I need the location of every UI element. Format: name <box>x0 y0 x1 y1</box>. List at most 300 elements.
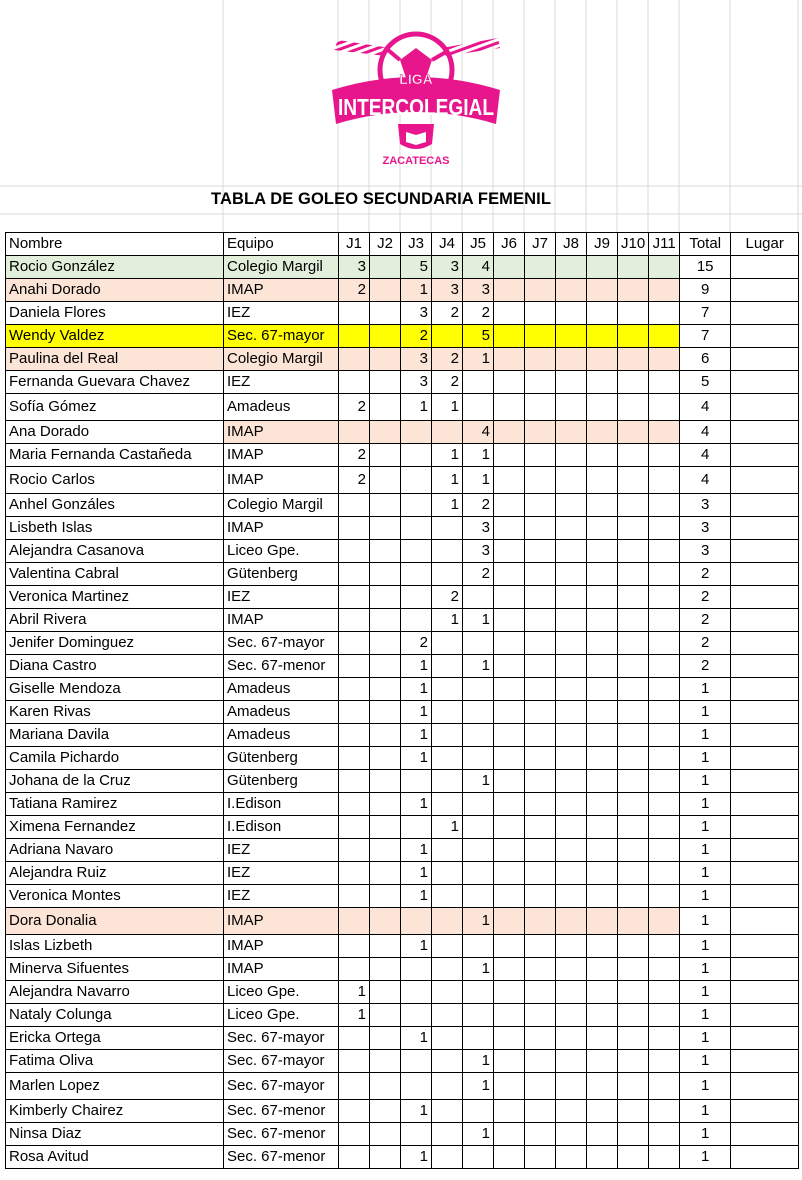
goals-j1: 2 <box>339 467 370 494</box>
goals-j9 <box>587 517 618 540</box>
team-name: Sec. 67-mayor <box>224 632 339 655</box>
goals-j4 <box>432 540 463 563</box>
goals-j2 <box>370 1146 401 1169</box>
goals-j1 <box>339 839 370 862</box>
goals-total: 3 <box>680 517 731 540</box>
goals-j11 <box>649 1073 680 1100</box>
goals-j5: 2 <box>463 494 494 517</box>
goals-j2 <box>370 563 401 586</box>
goals-j5: 3 <box>463 517 494 540</box>
goals-j5: 2 <box>463 302 494 325</box>
goals-j7 <box>525 540 556 563</box>
goals-j4 <box>432 421 463 444</box>
table-row <box>6 724 799 747</box>
goals-j6 <box>494 371 525 394</box>
goals-j11 <box>649 563 680 586</box>
player-name: Anhel Gonzáles <box>6 494 224 517</box>
goals-j3 <box>401 540 432 563</box>
goals-j2 <box>370 517 401 540</box>
goals-j1 <box>339 724 370 747</box>
team-name: Sec. 67-menor <box>224 1146 339 1169</box>
goals-j5 <box>463 1100 494 1123</box>
goals-j10 <box>618 885 649 908</box>
goals-j7 <box>525 444 556 467</box>
goals-j9 <box>587 1004 618 1027</box>
goals-j1: 2 <box>339 279 370 302</box>
goals-j2 <box>370 839 401 862</box>
goals-j10 <box>618 816 649 839</box>
player-name: Fernanda Guevara Chavez <box>6 371 224 394</box>
goals-j7 <box>525 935 556 958</box>
goals-j2 <box>370 609 401 632</box>
goals-j5: 2 <box>463 563 494 586</box>
goals-j3: 2 <box>401 632 432 655</box>
player-name: Camila Pichardo <box>6 747 224 770</box>
goals-j10 <box>618 1123 649 1146</box>
goals-j6 <box>494 862 525 885</box>
goals-j7 <box>525 1123 556 1146</box>
place-cell <box>731 517 799 540</box>
player-name: Nataly Colunga <box>6 1004 224 1027</box>
goals-j6 <box>494 793 525 816</box>
goals-j1 <box>339 563 370 586</box>
goals-j4: 1 <box>432 467 463 494</box>
goals-j5 <box>463 371 494 394</box>
place-cell <box>731 1073 799 1100</box>
goals-j6 <box>494 958 525 981</box>
goals-j8 <box>556 467 587 494</box>
goals-j5: 5 <box>463 325 494 348</box>
goals-j5 <box>463 1004 494 1027</box>
goals-j11 <box>649 517 680 540</box>
player-name: Sofía Gómez <box>6 394 224 421</box>
goals-j7 <box>525 793 556 816</box>
goals-j4: 2 <box>432 371 463 394</box>
goals-j3: 1 <box>401 279 432 302</box>
goals-j9 <box>587 302 618 325</box>
place-cell <box>731 586 799 609</box>
team-name: Sec. 67-mayor <box>224 1073 339 1100</box>
goals-j2 <box>370 747 401 770</box>
goals-j2 <box>370 1027 401 1050</box>
goals-j7 <box>525 816 556 839</box>
goals-j6 <box>494 701 525 724</box>
goals-j5 <box>463 839 494 862</box>
goals-j11 <box>649 655 680 678</box>
goals-j3: 5 <box>401 256 432 279</box>
place-cell <box>731 885 799 908</box>
goals-j7 <box>525 421 556 444</box>
player-name: Ericka Ortega <box>6 1027 224 1050</box>
goals-j8 <box>556 678 587 701</box>
player-name: Rocio González <box>6 256 224 279</box>
goals-j2 <box>370 1123 401 1146</box>
goals-j2 <box>370 724 401 747</box>
goals-j10 <box>618 1073 649 1100</box>
table-row <box>6 678 799 701</box>
goals-j11 <box>649 586 680 609</box>
player-name: Marlen Lopez <box>6 1073 224 1100</box>
place-cell <box>731 839 799 862</box>
goals-j6 <box>494 1050 525 1073</box>
goals-j5 <box>463 632 494 655</box>
goals-j11 <box>649 444 680 467</box>
goals-j3: 2 <box>401 325 432 348</box>
team-name: Sec. 67-mayor <box>224 1027 339 1050</box>
table-row <box>6 908 799 935</box>
goals-j10 <box>618 494 649 517</box>
player-name: Veronica Martinez <box>6 586 224 609</box>
team-name: Sec. 67-menor <box>224 1123 339 1146</box>
team-name: IMAP <box>224 279 339 302</box>
team-name: IEZ <box>224 371 339 394</box>
goals-j9 <box>587 609 618 632</box>
place-cell <box>731 302 799 325</box>
goals-j7 <box>525 862 556 885</box>
goals-j6 <box>494 1073 525 1100</box>
goals-j9 <box>587 816 618 839</box>
scoring-table <box>5 232 799 1169</box>
goals-j9 <box>587 494 618 517</box>
table-row <box>6 394 799 421</box>
goals-j11 <box>649 394 680 421</box>
goals-j2 <box>370 1073 401 1100</box>
table-row <box>6 517 799 540</box>
goals-j7 <box>525 517 556 540</box>
logo-text-liga: LIGA <box>399 71 433 87</box>
place-cell <box>731 862 799 885</box>
goals-j5 <box>463 793 494 816</box>
goals-j1 <box>339 494 370 517</box>
place-cell <box>731 678 799 701</box>
team-name: IEZ <box>224 302 339 325</box>
team-name: Amadeus <box>224 394 339 421</box>
goals-j5: 3 <box>463 540 494 563</box>
goals-j11 <box>649 1100 680 1123</box>
league-logo <box>328 20 504 170</box>
goals-j11 <box>649 609 680 632</box>
goals-j1 <box>339 1100 370 1123</box>
place-cell <box>731 816 799 839</box>
goals-total: 1 <box>680 1004 731 1027</box>
team-name: Amadeus <box>224 724 339 747</box>
place-cell <box>731 348 799 371</box>
goals-j1 <box>339 302 370 325</box>
goals-j10 <box>618 958 649 981</box>
team-name: IMAP <box>224 467 339 494</box>
goals-j3 <box>401 609 432 632</box>
goals-j5 <box>463 747 494 770</box>
player-name: Daniela Flores <box>6 302 224 325</box>
team-name: Colegio Margil <box>224 348 339 371</box>
goals-j10 <box>618 609 649 632</box>
column-header: Nombre <box>6 233 224 256</box>
column-header: J6 <box>494 233 525 256</box>
goals-j3: 1 <box>401 724 432 747</box>
goals-j8 <box>556 348 587 371</box>
table-row <box>6 1100 799 1123</box>
table-row <box>6 816 799 839</box>
goals-j4 <box>432 1004 463 1027</box>
goals-j6 <box>494 348 525 371</box>
column-header: J1 <box>339 233 370 256</box>
goals-j4 <box>432 724 463 747</box>
table-row <box>6 494 799 517</box>
goals-j8 <box>556 586 587 609</box>
goals-j3: 1 <box>401 1146 432 1169</box>
goals-j2 <box>370 256 401 279</box>
goals-j4 <box>432 632 463 655</box>
goals-j3: 1 <box>401 394 432 421</box>
goals-total: 5 <box>680 371 731 394</box>
table-row <box>6 279 799 302</box>
goals-j9 <box>587 256 618 279</box>
goals-j3: 1 <box>401 935 432 958</box>
goals-j7 <box>525 494 556 517</box>
goals-j7 <box>525 701 556 724</box>
place-cell <box>731 1027 799 1050</box>
player-name: Lisbeth Islas <box>6 517 224 540</box>
table-row <box>6 1123 799 1146</box>
player-name: Giselle Mendoza <box>6 678 224 701</box>
goals-j10 <box>618 1027 649 1050</box>
table-row <box>6 348 799 371</box>
logo-text-intercolegial: INTERCOLEGIAL <box>338 94 494 120</box>
goals-j10 <box>618 678 649 701</box>
goals-j11 <box>649 302 680 325</box>
goals-j11 <box>649 1123 680 1146</box>
table-row <box>6 793 799 816</box>
goals-j4: 2 <box>432 586 463 609</box>
goals-j6 <box>494 1004 525 1027</box>
goals-j5 <box>463 586 494 609</box>
goals-j2 <box>370 302 401 325</box>
player-name: Mariana Davila <box>6 724 224 747</box>
goals-j5 <box>463 1146 494 1169</box>
goals-total: 3 <box>680 540 731 563</box>
goals-j2 <box>370 958 401 981</box>
goals-j5 <box>463 701 494 724</box>
goals-total: 2 <box>680 655 731 678</box>
team-name: Liceo Gpe. <box>224 540 339 563</box>
player-name: Jenifer Dominguez <box>6 632 224 655</box>
goals-j4 <box>432 1027 463 1050</box>
place-cell <box>731 444 799 467</box>
place-cell <box>731 494 799 517</box>
goals-j11 <box>649 421 680 444</box>
page-title: TABLA DE GOLEO SECUNDARIA FEMENIL <box>210 190 552 208</box>
player-name: Anahi Dorado <box>6 279 224 302</box>
goals-j8 <box>556 371 587 394</box>
goals-j8 <box>556 793 587 816</box>
goals-j9 <box>587 586 618 609</box>
place-cell <box>731 908 799 935</box>
player-name: Adriana Navaro <box>6 839 224 862</box>
goals-j10 <box>618 1050 649 1073</box>
goals-j10 <box>618 256 649 279</box>
player-name: Abril Rivera <box>6 609 224 632</box>
goals-j9 <box>587 563 618 586</box>
player-name: Alejandra Ruiz <box>6 862 224 885</box>
goals-j7 <box>525 1073 556 1100</box>
team-name: Liceo Gpe. <box>224 1004 339 1027</box>
table-row <box>6 609 799 632</box>
place-cell <box>731 540 799 563</box>
team-name: IEZ <box>224 586 339 609</box>
goals-j7 <box>525 394 556 421</box>
table-row <box>6 1073 799 1100</box>
column-header: J5 <box>463 233 494 256</box>
goals-j1 <box>339 816 370 839</box>
goals-j9 <box>587 467 618 494</box>
goals-j2 <box>370 862 401 885</box>
goals-j10 <box>618 724 649 747</box>
table-row <box>6 540 799 563</box>
goals-j2 <box>370 655 401 678</box>
goals-j6 <box>494 724 525 747</box>
goals-j3 <box>401 1050 432 1073</box>
place-cell <box>731 958 799 981</box>
goals-j11 <box>649 908 680 935</box>
goals-total: 1 <box>680 770 731 793</box>
player-name: Minerva Sifuentes <box>6 958 224 981</box>
team-name: Sec. 67-menor <box>224 655 339 678</box>
table-row <box>6 1050 799 1073</box>
goals-j7 <box>525 1004 556 1027</box>
goals-j3: 1 <box>401 678 432 701</box>
goals-j3 <box>401 1123 432 1146</box>
goals-j10 <box>618 421 649 444</box>
place-cell <box>731 563 799 586</box>
goals-j1 <box>339 958 370 981</box>
goals-j8 <box>556 540 587 563</box>
goals-j7 <box>525 724 556 747</box>
goals-j11 <box>649 1050 680 1073</box>
goals-j8 <box>556 325 587 348</box>
goals-total: 1 <box>680 724 731 747</box>
place-cell <box>731 609 799 632</box>
table-row <box>6 467 799 494</box>
goals-j6 <box>494 981 525 1004</box>
goals-j3: 1 <box>401 701 432 724</box>
goals-j3: 1 <box>401 655 432 678</box>
goals-j11 <box>649 770 680 793</box>
goals-j6 <box>494 302 525 325</box>
goals-j5 <box>463 885 494 908</box>
goals-j1 <box>339 371 370 394</box>
player-name: Maria Fernanda Castañeda <box>6 444 224 467</box>
goals-j8 <box>556 935 587 958</box>
team-name: I.Edison <box>224 816 339 839</box>
goals-j11 <box>649 348 680 371</box>
goals-j8 <box>556 885 587 908</box>
goals-j4 <box>432 908 463 935</box>
goals-j1 <box>339 540 370 563</box>
player-name: Rosa Avitud <box>6 1146 224 1169</box>
logo-text-zacatecas: ZACATECAS <box>382 155 450 167</box>
goals-j5: 1 <box>463 609 494 632</box>
goals-j11 <box>649 1027 680 1050</box>
table-row <box>6 747 799 770</box>
goals-j9 <box>587 371 618 394</box>
place-cell <box>731 747 799 770</box>
goals-j11 <box>649 747 680 770</box>
goals-j1 <box>339 935 370 958</box>
goals-j1 <box>339 517 370 540</box>
goals-j6 <box>494 394 525 421</box>
goals-j2 <box>370 816 401 839</box>
team-name: IMAP <box>224 517 339 540</box>
goals-j6 <box>494 563 525 586</box>
goals-j11 <box>649 724 680 747</box>
column-header: J11 <box>649 233 680 256</box>
table-row <box>6 371 799 394</box>
goals-j9 <box>587 724 618 747</box>
goals-j1 <box>339 678 370 701</box>
place-cell <box>731 770 799 793</box>
goals-j11 <box>649 678 680 701</box>
goals-j6 <box>494 747 525 770</box>
place-cell <box>731 1050 799 1073</box>
goals-j1 <box>339 701 370 724</box>
goals-j10 <box>618 586 649 609</box>
goals-j8 <box>556 494 587 517</box>
goals-j4 <box>432 1146 463 1169</box>
goals-j6 <box>494 678 525 701</box>
goals-total: 15 <box>680 256 731 279</box>
goals-total: 1 <box>680 701 731 724</box>
team-name: IMAP <box>224 421 339 444</box>
goals-j1 <box>339 421 370 444</box>
column-header: J7 <box>525 233 556 256</box>
goals-j5: 1 <box>463 1050 494 1073</box>
goals-total: 1 <box>680 1146 731 1169</box>
player-name: Ximena Fernandez <box>6 816 224 839</box>
goals-j3 <box>401 816 432 839</box>
column-header: J8 <box>556 233 587 256</box>
goals-j9 <box>587 540 618 563</box>
goals-j7 <box>525 348 556 371</box>
place-cell <box>731 279 799 302</box>
goals-j9 <box>587 935 618 958</box>
table-row <box>6 444 799 467</box>
goals-j4 <box>432 1100 463 1123</box>
goals-j7 <box>525 655 556 678</box>
goals-j6 <box>494 467 525 494</box>
goals-j7 <box>525 747 556 770</box>
place-cell <box>731 981 799 1004</box>
goals-j2 <box>370 885 401 908</box>
goals-j11 <box>649 839 680 862</box>
goals-j10 <box>618 540 649 563</box>
goals-j2 <box>370 701 401 724</box>
goals-j8 <box>556 981 587 1004</box>
goals-j2 <box>370 770 401 793</box>
team-name: IMAP <box>224 958 339 981</box>
team-name: Sec. 67-mayor <box>224 325 339 348</box>
goals-j2 <box>370 1100 401 1123</box>
team-name: Liceo Gpe. <box>224 981 339 1004</box>
goals-j10 <box>618 302 649 325</box>
goals-j4 <box>432 325 463 348</box>
goals-j7 <box>525 1100 556 1123</box>
goals-total: 1 <box>680 839 731 862</box>
goals-j2 <box>370 421 401 444</box>
goals-j1: 3 <box>339 256 370 279</box>
goals-j5: 1 <box>463 1073 494 1100</box>
goals-j5: 1 <box>463 958 494 981</box>
column-header: Total <box>680 233 731 256</box>
